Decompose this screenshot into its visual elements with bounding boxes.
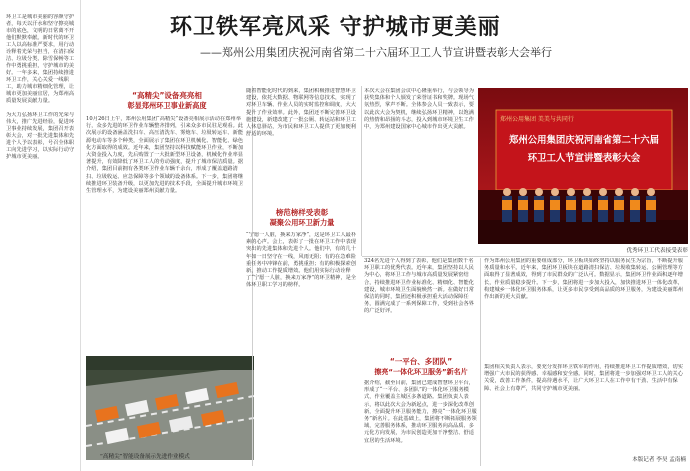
section-divider — [362, 256, 688, 257]
page-subtitle: ——郑州公用集团庆祝河南省第二十六届环卫工人节宣讲暨表彰大会举行 — [200, 46, 552, 59]
column-divider — [480, 258, 481, 466]
section-3-subtitle: 擦亮“一体化环卫服务”新名片 — [374, 368, 468, 376]
stage-banner-line-1: 郑州公用集团庆祝河南省第二十六届 — [508, 135, 659, 146]
street-photo-caption: “高精尖”智能设备展示先进作业模式 — [100, 454, 190, 460]
byline: 本版记者 李昊 孟南楠 — [632, 457, 686, 463]
column-2-text-top: 随着智能化时代的到来，集团积极推进智慧环卫建设，依托大数据、物联网等信息技术，实现了对环卫车辆、作业人员的实时监控和调度，大大提升了作业效率。此外，集团还不断完善环卫设施建设，新建改建了一批公厕、转运站和环卫工人休息驿站，为市民和环卫工人提供了更加便利舒适的环境。 — [246, 88, 356, 138]
page-title: 环卫铁军亮风采 守护城市更美丽 — [170, 15, 501, 40]
stage-banner-top: 郑州公用集团 美美与共同行 — [500, 116, 574, 123]
stage-banner-line-2: 环卫工人节宣讲暨表彰大会 — [527, 153, 641, 164]
sidebar-text-2: 为大力弘扬环卫工作的光荣与伟大，推广先进经验，促进环卫事业持续发展，集团召开表彰大会，对一批先进集体和先进个人予以表彰，号召全体职工向先进学习，以实际行动守护城市更美丽。 — [6, 112, 75, 160]
stage-photo-caption: 优秀环卫工代表接受表彰 — [626, 248, 688, 254]
column-3-text-bottom: 据介绍，截至目前，集团已建成智慧环卫平台，形成了“一平台、多团队”的一体化环卫服务模式，作业覆盖主城区多条道路。集团负责人表示，将以此次大会为新起点，进一步深化改革创新，全面提升环卫服务能力，擦亮“一体化环卫服务”新名片。在此基础上，集团将不断拓展服务领域，完善服务体系，推动环卫服务向高品质、多元化方向发展，为市民创造更加干净整洁、舒适宜居的生活环境。 — [364, 380, 477, 444]
section-2-subtitle: 凝聚公用环卫新力量 — [269, 218, 335, 227]
column-1-text: 10月26日上午，郑州公用集团“高精尖”设备亮相展示活动在郑州举行，众多先进的环卫作业车辆整齐排列，引来众多市民驻足观看。此次展示的设备涵盖洗扫车、高压清洗车、雾炮车、垃圾转运车、新能源电动车等多个种类，全面展示了集团在环卫机械化、智能化、绿色化方面取得的成效。近年来，集团坚持以科技赋能环卫作业，不断加大资金投入力度，先后购置了一大批新型环卫设备，机械化作业率显著提升，有效降低了环卫工人的劳动强度，提升了城市保洁质量。据介绍，集团目前拥有各类环卫作业车辆千余台，形成了覆盖道路清扫、垃圾收运、应急保障等多个领域的设备体系。下一步，集团将继续推进环卫装备升级，以更加先进的技术手段，全面提升城市环境卫生管理水平，为建设美丽郑州贡献力量。 — [86, 116, 244, 195]
section-1-subtitle: 彰显郑州环卫事业新高度 — [127, 101, 207, 110]
column-divider — [361, 86, 362, 256]
sidebar-text: 环卫工是城市美丽的容颜守护者，每天以汗水和坚守擦亮城市的底色，文明的日常离不开他们默默奉献。新时代的环卫工人以高标准严要求，用行动诠释着光荣与担当，在清扫保洁、垃圾分类、除雪保畅等工作中勇挑重担，守护城市的美好。一年多来，集团持续推进环卫工作，关心关爱一线职工，助力城市精细化管理，让城市更加美丽宜居，为郑州高质量发展贡献力量。 — [6, 14, 75, 104]
column-3-text-top: 本次大会在集团会议中心隆重举行，与会领导为获奖集体和个人颁发了荣誉证书和奖牌。现场气氛热烈，掌声不断。全体参会人员一致表示，要以此次大会为契机，继续弘扬环卫精神，以饱满的热情和昂扬的斗志，投入到城市环境卫生工作中，为郑州建设国家中心城市作出更大贡献。 — [364, 88, 474, 131]
section-1-title: “高精尖”设备亮亮相 — [132, 91, 202, 100]
column-4-text-top: 作为郑州公用集团的重要组成部分，环卫板块始终坚持以服务民生为宗旨，不断提升服务质量和水平。近年来，集团环卫板块在道路清扫保洁、垃圾收集转运、公厕管理等方面取得了显著成效，得到了市民群众的广泛认可。数据显示，集团环卫作业面积逐年增长，作业质量稳步提升。下一步，集团将进一步加大投入，加快推进环卫一体化改革，构建城乡一体化环卫服务体系，让更多市民享受到高品质的环卫服务，为建设美丽郑州作出新的更大贡献。 — [484, 258, 684, 301]
section-3-title: “一平台、多团队” — [389, 357, 453, 366]
column-3-text-middle: 324名先进个人得到了表彰，他们是集团数千名环卫职工的优秀代表。近年来，集团坚持以人民为中心，将环卫工作与城市高质量发展紧密结合，持续推进环卫作业标准化、精细化、智能化建设，城市环境卫生面貌焕然一新。在做好日常保洁的同时，集团还积极承担重大活动保障任务，圆满完成了一系列保障工作，受到社会各界的广泛好评。 — [364, 258, 474, 315]
section-2-title: 榜范榜样受表彰 — [275, 208, 329, 217]
column-4-text-bottom: 集团相关负责人表示，要充分发挥环卫铁军的作用，持续推进环卫工作提质增效，切实增强广大市民的获得感、幸福感和安全感。同时，集团将进一步加强对环卫工人的关心关爱，改善工作条件，提高待遇水平，让广大环卫工人在工作中有干劲、生活中有保障、社会上有尊严，共同守护城市更美丽。 — [484, 364, 684, 392]
street-vehicles-photo — [86, 356, 254, 460]
column-2-text-bottom: “宁愿一人脏，换来万家净”，这是环卫工人最朴素的心声。会上，表彰了一批在环卫工作中表现突出的先进集体和先进个人。他们中，有的几十年如一日坚守在一线，风雨无阻；有的在急难险重任务中冲锋在前，勇挑重担；有的积极探索创新，推动工作提质增效。他们用实际行动诠释了“宁愿一人脏，换来万家净”的环卫精神，是全体环卫职工学习的榜样。 — [246, 232, 357, 289]
ceremony-stage-photo — [478, 88, 688, 244]
sidebar-column — [0, 0, 81, 471]
